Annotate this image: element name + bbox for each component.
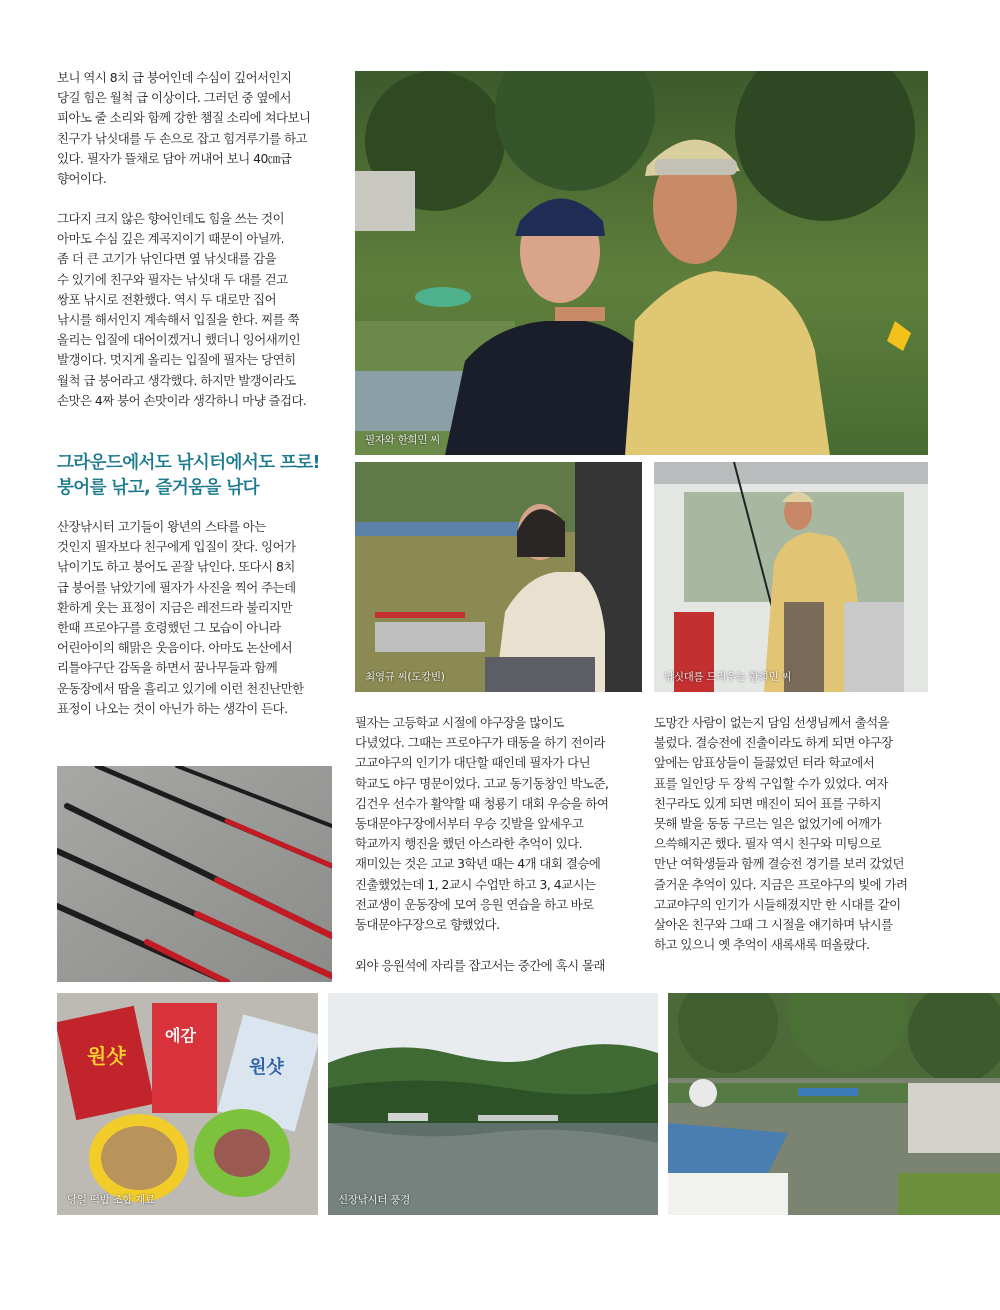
- photo-caption: 당일 떡밥 조합 재료: [67, 1194, 155, 1206]
- body-paragraph: 필자는 고등학교 시절에 야구장을 많이도 다녔었다. 그때는 프로야구가 태동을 하기 전이라 고교야구의 인기가 대단할 때인데 필자가 다닌 학교도 야구 명문이었다. 고교 동기동창인 박노준, 김건우 선수가 활약할 때 청룡기 대회 우승을 하여 동대문야구장에서부터 우승 깃발을 앞세우고 학교까지 행진을 했던 아스라한 추억이 있다. 재미있는 것은 고교 3학년 때는 4개 대회 결승에 진출했었는데 1, 2교시 수업만 하고 3, 4교시는 전교생이 운동장에 모여 응원 연습을 하고 바로 동대문야구장으로 향했었다.: [355, 715, 609, 933]
- body-paragraph: 보니 역시 8치 급 붕어인데 수심이 깊어서인지 당길 힘은 월척 급 이상이다. 그러던 중 옆에서 피아노 줄 소리와 함께 강한 챔질 소리에 쳐다보니 친구가 낚싯대를 두 손으로 잡고 힘겨루기를 하고 있다. 필자가 뜰채로 담아 꺼내어 보니 40㎝급 향어이다.: [57, 70, 311, 187]
- fishing-rods-photo: [57, 766, 332, 982]
- photo-caption: 최영규 씨(도캉빈): [365, 671, 445, 683]
- main-photo: [355, 71, 928, 455]
- svg-text:에감: 에감: [165, 1026, 196, 1045]
- body-paragraph: 도망간 사람이 없는지 담임 선생님께서 출석을 불렀다. 결승전에 진출이라도 하게 되면 야구장 앞에는 암표상들이 들끓었던 터라 학교에서 표를 일인당 두 장씩 구입할 수가 있었다. 여자 친구라도 있게 되면 매진이 되어 표를 구하지 못해 발을 동동 구르는 일은 없었기에 어깨가 으쓱해지곤 했다. 필자 역시 친구와 미팅으로 만난 여학생들과 함께 결승전 경기를 보러 갔었던 즐거운 추억이 있다. 지금은 프로야구의 빛에 가려 고교야구의 인기가 시들해졌지만 한 시대를 같이 살아온 친구와 그때 그 시절을 얘기하며 낚시를 하고 있으니 옛 추억이 새록새록 떠올랐다.: [654, 715, 908, 953]
- man-fishing-photo: [654, 462, 928, 692]
- body-paragraph: 외야 응원석에 자리를 잡고서는 중간에 혹시 몰래: [355, 958, 606, 973]
- lake-landscape-photo: [328, 993, 658, 1215]
- lake-cabins-photo: [668, 993, 1000, 1215]
- bait-photo: [57, 993, 318, 1215]
- photo-caption: 낚싯대를 드리우는 한희민 씨: [664, 671, 792, 683]
- body-paragraph: 산장낚시터 고기들이 왕년의 스타를 아는 것인지 필자보다 친구에게 입질이 잦다. 잉어가 낚이기도 하고 붕어도 곧잘 낚인다. 또다시 8치 급 붕어를 낚았기에 필자가 사진을 찍어 주는데 환하게 웃는 표정이 지금은 레전드라 불리지만 한때 프로야구를 호령했던 그 모습이 아니라 어린아이의 해맑은 웃음이다. 아마도 논산에서 리틀야구단 감독을 하면서 꿈나무들과 함께 운동장에서 땀을 흘리고 있기에 이런 천진난만한 표정이 나오는 것이 아닌가 하는 생각이 든다.: [57, 519, 304, 716]
- photo-caption: 필자와 한희민 씨: [365, 434, 440, 446]
- section-heading: 그라운드에서도 낚시터에서도 프로! 붕어를 낚고, 즐거움을 낚다: [57, 453, 320, 498]
- woman-photo: [355, 462, 642, 692]
- body-paragraph: 그다지 크지 않은 향어인데도 힘을 쓰는 것이 아마도 수심 깊은 계곡지이기 때문이 아닐까. 좀 더 큰 고기가 낚인다면 옆 낚싯대를 감을 수 있기에 친구와 필자는 낚싯대 두 대를 걷고 쌍포 낚시로 전환했다. 역시 두 대로만 집어 낚시를 해서인지 계속해서 입질을 한다. 찌를 쭉 올리는 입질에 대어이겠거니 했더니 잉어새끼인 발갱이다. 멋지게 올리는 입질에 필자는 당연히 월척 급 붕어라고 생각했다. 하지만 발갱이라도 손맛은 4짜 붕어 손맛이라 생각하니 마냥 즐겁다.: [57, 211, 307, 408]
- photo-caption: 신장낚시터 풍경: [338, 1194, 410, 1206]
- svg-text:원샷: 원샷: [87, 1044, 126, 1068]
- svg-text:원샷: 원샷: [249, 1057, 284, 1078]
